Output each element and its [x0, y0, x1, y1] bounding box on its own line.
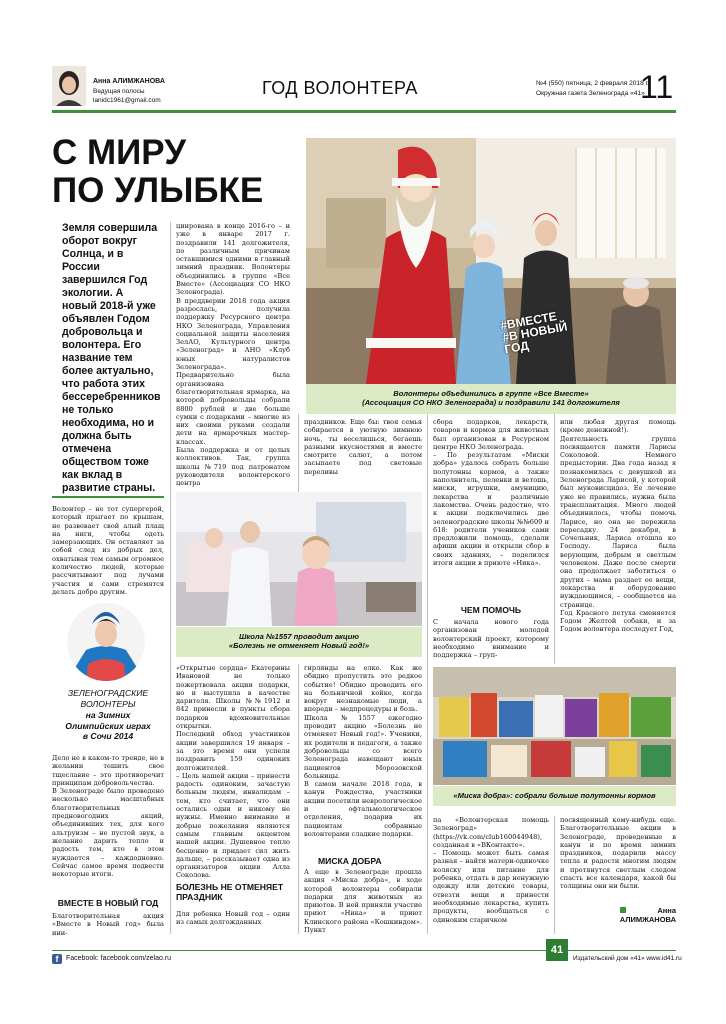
heading-vmeste: ВМЕСТЕ В НОВЫЙ ГОД [57, 898, 159, 908]
caption-box-3 [433, 786, 676, 806]
column-divider [554, 414, 555, 664]
footer-rule [52, 950, 676, 951]
photo-grandfather-frost [306, 138, 676, 384]
paper-name: Окружная газета Зеленограда «41» [536, 90, 645, 97]
sidebar-subtitle: на Зимних Олимпийских играх в Сочи 2014 [65, 710, 151, 741]
heading-chem-pomoch: ЧЕМ ПОМОЧЬ [460, 605, 522, 615]
column-2-text-2: «Открытые сердца» Екатерины Ивановой не только пожертвовала акции подарки, но и выступила в качестве дарителя. Школы №№1912 и 842 принесли в пункты сбора подарков вдохновительные открытки. Последний обход участников акции завершился 19 января – за это время они успели поздравить 159 одиноких долгожителей. – Цель нашей акции – принести радость одиноким, зачастую больным людям, инвалидам – тем, кто считает, что они остались одни и никому не нужны. Именно внимание и добрые пожелания являются самым главным акцентом нашей акции. Душевное тепло бесценно и придает сил жить дальше, – рассказывает одна из организаторов акции Алла Соколова. [176, 664, 290, 880]
section-title: ГОД ВОЛОНТЕРА [262, 78, 418, 98]
headline: С МИРУ ПО УЛЫБКЕ [52, 133, 264, 210]
column-5-text-2: посвященный кому-нибудь еще. Благотворительные акции в Зеленограде, проведенные в канун и по время зимних праздников, подарили массу тепла и радости многим людям и протянутся светлым следом спасть все календаря, какой бы толщины они ни были. [560, 816, 676, 891]
author-email[interactable]: lanidc1961@gmail.com [93, 97, 161, 104]
caption-box-2 [176, 627, 422, 657]
photo-1-caption: Волонтеры объединились в группе «Все Вместе» (Ассоциация СО НКО Зеленограда) и поздравили 141 долгожителя [362, 389, 620, 408]
caption-box-1 [306, 384, 676, 414]
footer-publisher[interactable]: Издательский дом «41» www.id41.ru [573, 955, 682, 962]
photo-2-caption: Школа №1557 проводит акцию «Болезнь не отменяет Новый год!» [228, 632, 370, 651]
signature: Анна АЛИМЖАНОВА [619, 906, 676, 924]
column-divider [298, 664, 299, 934]
column-4-text-2: С начала нового года организован молодой волонтерский проект, которому необходимо внимание и поддержка – груп- [433, 618, 549, 660]
signature-square-icon [620, 907, 626, 913]
column-divider [170, 222, 171, 934]
page-number: 11 [640, 69, 674, 105]
volunteer-portrait-icon [66, 602, 146, 682]
column-1-text-2: Дело не в каком-то тренде, не в желании тешить свое тщеславие – это противоречит принципам добровольчества. В Зеленограде было проведено несколько масштабных благотворительных предновогодних акций, объединивших тех, для кого альтруизм – не пустой звук, а желание дарить тепло и радость тем, кто в этом нуждается – каждодневно. Сейчас самое время подвести некоторые итоги. [52, 754, 164, 879]
column-5-text: или любая другая помощь (кроме денежной!). Деятельность группа посвящается памяти Ларисы Соколовой. Немного предыстории. Два года назад я познакомилась с девушкой из Зеленограда Ларисой, у которой был мукoвисцидоз. Ее лечение уже не правились, нужна была трансплантация. Много людей объединилось, чтобы помочь Ларисе, но она не пережила пересадку. 24 декабря, в Сочельник, Лариса отошла ко Господу. Лариса была верующим, добрым и светлым человеком. Даже после смерти она продолжает заботиться о других – мама раздает ее вещи, лекарства и оборудование нуждающимся, – сообщается на странице. Год Красного петуха сменяется Годом Желтой собаки, и за Годом волонтера последует Год, [560, 418, 676, 634]
footer-facebook-link[interactable]: Facebook: facebook.com/zelao.ru [66, 955, 172, 962]
column-divider [427, 414, 428, 934]
facebook-icon: f [52, 954, 62, 964]
column-1-text: Волонтер – не тот супергерой, который прыгает по крышам, не развевает свой алый плащ на ниги, чтобы одеть замерзающих. Он оставляет за собой след из добрых дел, охватывая тем самым огромное количество людей, которые рассчитывают под лучами участия и сами стремятся делать добро другим. [52, 505, 164, 596]
column-divider [554, 816, 555, 934]
header-rule [52, 110, 676, 113]
photo-3-caption: «Миска добра»: собрали больше полутонны кормов [453, 791, 656, 800]
column-2-text: циирована в конце 2016-го – и уже в январе 2017 г. поздравили 141 долгожителя, по различным причинам оставшимися одними в главный зимний праздник. Волонтеры объединились в группе «Все Вместе» (Ассоциация СО НКО Зеленограда). В преддверии 2018 года акция разрослась, получила поддержку Ресурсного центра НКО Зеленограда, Управления социальной защиты населения ЗелАО, Культурного центра «Зеленоград» и АНО «Клуб юных натуралистов Зеленограда». Предварительно была организована благотворительная ярмарка, на которой добровольцы собрали 8800 рублей и две больше сумки с подарками – многие из них своими руками создали дети на ярмарочных мастер-классах. Была поддержка и от целых коллективов. Так, группа школы №719 под патронатом руководителя волонтерского центра [176, 222, 290, 488]
lead-rule [52, 496, 164, 498]
column-3-text: праздников. Еще бы: твоя семья собирается в уютную зимнюю ночь, ты веселишься, бегаешь разными вкусностями и вместе смотрите салют, а потом засыпаете под световые переливы [304, 418, 422, 476]
author-role: Ведущая полосы [93, 88, 145, 95]
lead-paragraph: Земля совершила оборот вокруг Солнца, и в России завершился Год экологии. А новый 2018-й уже объявлен Годом добровольца и волонтера. Его название тем более актуально, что работа этих бессеребренников не только необходима, но и должна быть отмечена обществом тоже как вклад в развитие страны. [62, 222, 161, 494]
column-3-text-2: гирлянды на елке. Как же обидно пропустить это редкое событие! Обидно проводить его на больничной койке, когда вокруг незнакомые люди, а впереди – медпроцедуры и боль. Школа №1557 ежегодно проводит акцию «Болезнь не отменяет Новый год!». Ученики, их родители и педагоги, а также добровольцы со всего Зеленограда навещают юных пациентов Морозовской больницы. В самом начале 2018 года, в канун Рождества, участники акции посетили неврологическое и офтальмологическое отделения, подарив их пациентам собранные волонтерами сладкие подарки. [304, 664, 423, 838]
publisher-logo-icon: 41 [546, 939, 568, 961]
sidebar-title: ЗЕЛЕНОГРАДСКИЕ ВОЛОНТЕРЫ [67, 688, 149, 709]
heading-miska: МИСКА ДОБРА [318, 856, 382, 866]
column-4-text: сбора подарков, лекарств, товаров и кормов для животных был организован в Ресурсном центре НКО Зеленограда. – По результатам «Миски добра» удалось собрать больше полутонны кормов, а также наполнитель, пеленки и ветошь, миски, игрушки, амуницию, лекарства и различные лакомства. Очень радостно, что к акции подключились две зеленоградские школы №№609 и 618: родители учеников сами предложили помощь, сделали афиши акции и открыли сбор в своих зданиях, – поделился итоги акции в приюте «Ника». [433, 418, 549, 568]
column-4-text-3: па «Волонтерская помощь Зеленоград» (https://vk.com/club160044948), созданная в «ВКонтакте». – Помощь может быть самая разная – найти матери-одиночке коляску или питание для ребенка, отдать в дар ненужную одежду или детские товары, отвезти вещи и принести необходимые лекарства, купить продукты, вообщаться с одиноким старичком [433, 816, 549, 924]
issue-info: №4 (550) пятница, 2 февраля 2018 г. [536, 80, 650, 87]
volunteer-photo [66, 602, 146, 682]
column-3-text-3: А еще в Зеленограде прошла акция «Миска добра», в ходе которой волонтеры собирали подарки для животных из приютов. В ней приняли участие приют «Ника» и приют Клинского района «Кошкиндом». Пункт [304, 868, 422, 935]
author-name: Анна АЛИМЖАНОВА [93, 78, 165, 85]
photo-pet-food [433, 667, 676, 785]
column-1-text-3: Благотворительная акция «Вместе в Новый год» была ини- [52, 912, 164, 937]
photo-hospital-child [176, 492, 422, 626]
photo-hashtag-overlay: #ВМЕСТЕ #В НОВЫЙ ГОД [499, 309, 569, 357]
column-2-text-3: Для ребенка Новый год – один из самых долгожданных [176, 910, 290, 927]
heading-bolezn: БОЛЕЗНЬ НЕ ОТМЕНЯЕТ ПРАЗДНИК [176, 882, 284, 902]
author-avatar [52, 66, 86, 106]
